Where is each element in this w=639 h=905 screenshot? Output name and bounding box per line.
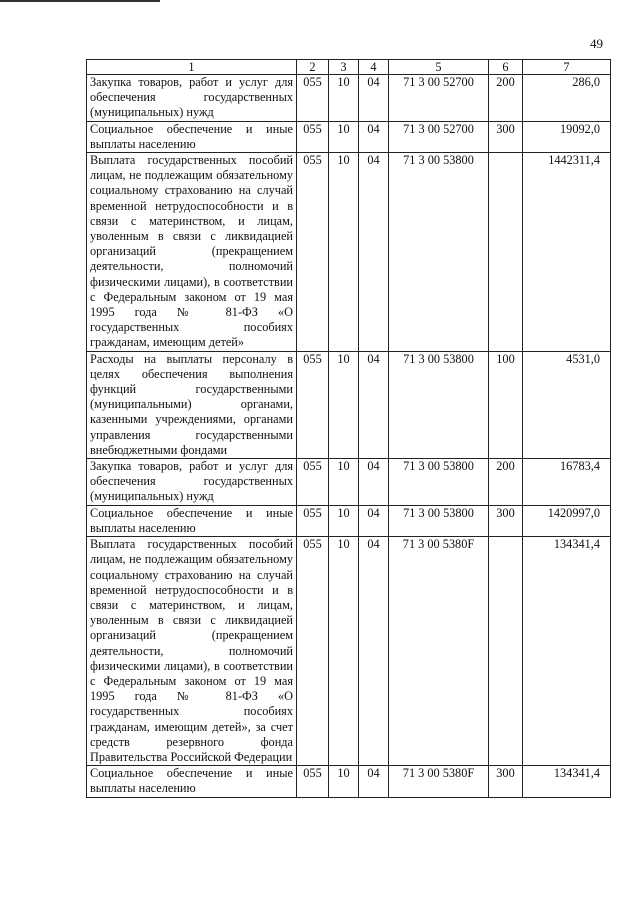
column-header-6: 6 [489, 60, 523, 75]
expense-type-cell: 300 [489, 121, 523, 152]
section-code-cell: 10 [329, 537, 359, 766]
subsection-code-cell: 04 [359, 537, 389, 766]
expense-type-cell: 200 [489, 75, 523, 122]
amount-cell: 4531,0 [523, 351, 611, 458]
target-article-cell: 71 3 00 53800 [389, 505, 489, 536]
table-row [87, 75, 611, 122]
subsection-code-cell: 04 [359, 351, 389, 458]
subsection-code-cell: 04 [359, 75, 389, 122]
expense-type-cell: 200 [489, 459, 523, 506]
target-article-cell: 71 3 00 5380F [389, 537, 489, 766]
ministry-code-cell: 055 [297, 537, 329, 766]
target-article-cell: 71 3 00 52700 [389, 121, 489, 152]
budget-table [86, 59, 611, 798]
ministry-code-cell: 055 [297, 505, 329, 536]
table-row [87, 459, 611, 506]
ministry-code-cell: 055 [297, 75, 329, 122]
ministry-code-cell: 055 [297, 153, 329, 352]
column-header-4: 4 [359, 60, 389, 75]
table-row [87, 351, 611, 458]
description-cell: Выплата государственных пособий лицам, не подлежащим обязательному социальному страхованию на случай временной нетрудоспособности и в связи с материнством, и лицам, уволенным в связи с ликвидацией организаций (прекращением деятельности, полномочий физическими лицами), в соответствии с Федеральным законом от 19 мая 1995 года № 81-ФЗ «О государственных пособиях гражданам, имеющим детей» [87, 153, 297, 352]
section-code-cell: 10 [329, 75, 359, 122]
amount-cell: 19092,0 [523, 121, 611, 152]
amount-cell: 134341,4 [523, 766, 611, 797]
section-code-cell: 10 [329, 766, 359, 797]
ministry-code-cell: 055 [297, 121, 329, 152]
target-article-cell: 71 3 00 53800 [389, 459, 489, 506]
ministry-code-cell: 055 [297, 459, 329, 506]
column-header-1: 1 [87, 60, 297, 75]
page-number: 49 [590, 36, 603, 51]
description-cell: Закупка товаров, работ и услуг для обеспечения государственных (муниципальных) нужд [87, 75, 297, 122]
description-cell: Выплата государственных пособий лицам, не подлежащим обязательному социальному страхованию на случай временной нетрудоспособности и в связи с материнством, и лицам, уволенным в связи с ликвидацией организаций (прекращением деятельности, полномочий физическими лицами), в соответствии с Федеральным законом от 19 мая 1995 года № 81-ФЗ «О государственных пособиях гражданам, имеющим детей», за счет средств резервного фонда Правительства Российской Федерации [87, 537, 297, 766]
target-article-cell: 71 3 00 5380F [389, 766, 489, 797]
target-article-cell: 71 3 00 52700 [389, 75, 489, 122]
section-code-cell: 10 [329, 505, 359, 536]
table-row [87, 121, 611, 152]
subsection-code-cell: 04 [359, 121, 389, 152]
column-header-2: 2 [297, 60, 329, 75]
section-code-cell: 10 [329, 121, 359, 152]
amount-cell: 16783,4 [523, 459, 611, 506]
table-row [87, 505, 611, 536]
expense-type-cell [489, 153, 523, 352]
target-article-cell: 71 3 00 53800 [389, 153, 489, 352]
amount-cell: 286,0 [523, 75, 611, 122]
amount-cell: 1442311,4 [523, 153, 611, 352]
section-code-cell: 10 [329, 351, 359, 458]
section-code-cell: 10 [329, 459, 359, 506]
subsection-code-cell: 04 [359, 459, 389, 506]
ministry-code-cell: 055 [297, 351, 329, 458]
table-row [87, 537, 611, 766]
expense-type-cell: 300 [489, 766, 523, 797]
description-cell: Социальное обеспечение и иные выплаты населению [87, 766, 297, 797]
subsection-code-cell: 04 [359, 505, 389, 536]
expense-type-cell: 300 [489, 505, 523, 536]
table-row [87, 153, 611, 352]
ministry-code-cell: 055 [297, 766, 329, 797]
subsection-code-cell: 04 [359, 153, 389, 352]
expense-type-cell [489, 537, 523, 766]
column-header-7: 7 [523, 60, 611, 75]
section-code-cell: 10 [329, 153, 359, 352]
column-header-5: 5 [389, 60, 489, 75]
description-cell: Закупка товаров, работ и услуг для обеспечения государственных (муниципальных) нужд [87, 459, 297, 506]
target-article-cell: 71 3 00 53800 [389, 351, 489, 458]
column-header-3: 3 [329, 60, 359, 75]
description-cell: Социальное обеспечение и иные выплаты населению [87, 505, 297, 536]
description-cell: Социальное обеспечение и иные выплаты населению [87, 121, 297, 152]
table-row [87, 766, 611, 797]
expense-type-cell: 100 [489, 351, 523, 458]
amount-cell: 134341,4 [523, 537, 611, 766]
amount-cell: 1420997,0 [523, 505, 611, 536]
header-row [87, 60, 611, 75]
description-cell: Расходы на выплаты персоналу в целях обеспечения выполнения функций государственными (муниципальными) органами, казенными учреждениями, органами управления государственными внебюджетными фондами [87, 351, 297, 458]
scan-edge-line [0, 0, 160, 2]
subsection-code-cell: 04 [359, 766, 389, 797]
